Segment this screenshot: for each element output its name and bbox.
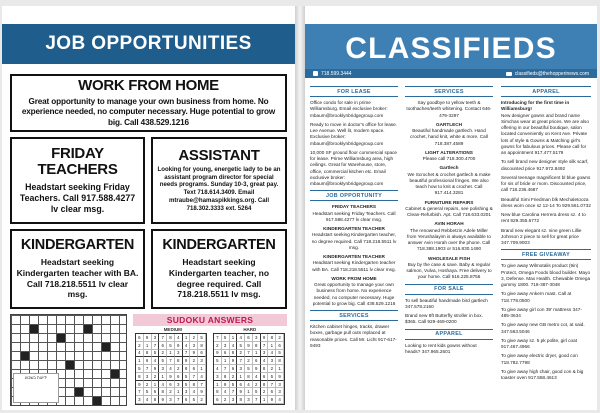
- classified-item: [405, 150, 493, 163]
- classified-item: [310, 254, 398, 273]
- classified-item-body: To give away high chair, good con & big toaster oven 917.558.4613: [501, 368, 584, 380]
- sudoku-cell: 1: [276, 365, 284, 373]
- classified-item-body: The renowned Rebbetzin Adele Miller from Yerushalayim is always available to answer Avin Horah over the phone. Call 718.388.1903 or 516.830.1490: [407, 227, 491, 252]
- sudoku-title: SUDOKU ANSWERS: [133, 314, 287, 326]
- section-heading-services: SERVICES: [405, 86, 493, 97]
- sudoku-cell: 3: [253, 334, 261, 342]
- sudoku-label-hard: HARD: [243, 327, 257, 332]
- sudoku-cell: 1: [144, 342, 152, 350]
- classified-item: [310, 276, 398, 307]
- classified-item-body: To give away girl con 39' mattress 347-485-3634: [501, 306, 582, 318]
- sudoku-grid-medium: [135, 333, 207, 405]
- sudoku-cell: 9: [276, 373, 284, 381]
- sudoku-cell: 7: [167, 357, 175, 365]
- section-heading-job-opportunity: JOB OPPORTUNITY: [310, 190, 398, 201]
- classified-item: [501, 100, 591, 156]
- classified-item-body: Great opportunity to manage your own business from home. No experience needed, no computer necessary. Huge potential to grow big. Call 438.529.1216: [312, 282, 396, 306]
- classified-item: [501, 338, 591, 351]
- classified-item-body: Headstart seeking Kindergarten teacher, no degree required. Call 718.218.5511 lv msg.: [311, 232, 397, 250]
- sudoku-cell: 7: [152, 342, 160, 350]
- sudoku-cell: 6: [214, 396, 222, 404]
- sudoku-cell: 3: [159, 365, 167, 373]
- sudoku-cell: 5: [253, 388, 261, 396]
- sudoku-cell: 5: [276, 350, 284, 358]
- classified-item: [310, 122, 398, 147]
- sudoku-cell: 8: [237, 396, 245, 404]
- classified-item-body: Beautiful handmade gartlech. Hand crochet, hand knit, white & more. Call 718.387.4589: [410, 128, 488, 146]
- classified-item-body: Headstart seeking Friday Teachers. Call 917.588.4277 lv clear msg.: [312, 210, 396, 222]
- sudoku-cell: 9: [230, 357, 238, 365]
- sudoku-cell: 8: [276, 357, 284, 365]
- classified-item-body: 10,000 SF ground floor commercial space for lease. Prime Williamsburg area, high ceilings. Great for Warehouse, store, office, commercial kitchen etc. Email exclusive broker: mbaum@brooklynbridgegroup.com: [310, 149, 398, 186]
- classified-item-body: Headstart seeking Kindergarten teacher with BA. Call 718.218.5511 lv clear msg.: [312, 260, 396, 272]
- classified-item: [310, 226, 398, 251]
- classified-item: [310, 100, 398, 119]
- classified-item: [310, 150, 398, 188]
- classified-item: [501, 197, 591, 210]
- sudoku-cell: 3: [268, 357, 276, 365]
- sudoku-cell: 8: [214, 388, 222, 396]
- classified-item: [501, 175, 591, 194]
- sudoku-cell: 2: [198, 396, 206, 404]
- sudoku-cell: 5: [183, 373, 191, 381]
- classified-item-body: To sell beautiful handmade bird gartlech 347.578.2160: [405, 297, 488, 309]
- contact-phone: 718.599.3444: [321, 70, 352, 77]
- sudoku-cell: 6: [152, 388, 160, 396]
- sudoku-grid-hard: [213, 333, 285, 405]
- sudoku-cell: 8: [268, 334, 276, 342]
- sudoku-cell: 2: [144, 381, 152, 389]
- sudoku-cell: 5: [136, 365, 144, 373]
- sudoku-cell: 1: [152, 381, 160, 389]
- sudoku-cell: 6: [230, 365, 238, 373]
- classified-item-body: Office condo for sale in prime Williamsburg. Email exclusive broker: mbaum@brooklynbridgegroup.com: [310, 100, 388, 118]
- classified-item-body: To sell brand new designer style silk scarf, discounted price 917.972.8492: [501, 159, 589, 171]
- sudoku-cell: 9: [159, 396, 167, 404]
- classified-item: [501, 228, 591, 247]
- contact-bar: [305, 69, 597, 78]
- classifieds-header: [305, 24, 597, 69]
- classified-item-body: To give away Wilmotalis product (9in) Protect, Omega Foods blood builder. Mayo 3, Defense. Max Health. Chewable Omega gummy 1800. 718-387-3048: [501, 263, 591, 287]
- classified-item: [405, 313, 493, 326]
- classified-item: [501, 291, 591, 304]
- ad-heading: KINDERGARTEN: [20, 237, 135, 254]
- sudoku-cell: 4: [152, 357, 160, 365]
- sudoku-cell: 3: [190, 342, 198, 350]
- mail-icon: [506, 72, 512, 76]
- sudoku-cell: 8: [198, 342, 206, 350]
- classified-item-body: New blue Carolina Herrera dress sz. 4 to rent 929.355.6772: [501, 212, 586, 224]
- classified-item: [501, 212, 591, 225]
- classified-item: [405, 221, 493, 252]
- sudoku-cell: 9: [136, 381, 144, 389]
- sudoku-cell: 4: [183, 342, 191, 350]
- classified-item: [310, 204, 398, 223]
- classified-item: [405, 122, 493, 147]
- sudoku-cell: 2: [253, 381, 261, 389]
- ad-body: Headstart seeking Kindergarten teacher, no degree required. Call 718.218.5511 lv msg.: [168, 257, 270, 300]
- sudoku-cell: 6: [245, 334, 253, 342]
- classifieds-column-2: [405, 84, 493, 410]
- sudoku-cell: 1: [198, 365, 206, 373]
- sudoku-cell: 8: [136, 373, 144, 381]
- sudoku-cell: 9: [245, 342, 253, 350]
- classifieds-column-3: [501, 84, 591, 410]
- ad-heading: KINDERGARTEN: [162, 237, 276, 254]
- sudoku-cell: 7: [245, 350, 253, 358]
- sudoku-cell: 7: [183, 350, 191, 358]
- sudoku-cell: 4: [198, 373, 206, 381]
- page-title: JOB OPPORTUNITIES: [2, 24, 295, 64]
- sudoku-cell: 3: [167, 396, 175, 404]
- sudoku-cell: 1: [261, 396, 269, 404]
- sudoku-cell: 6: [144, 357, 152, 365]
- classified-item-body: Kitchen cabinet hinges, tracks, drawer boxes, garbage pull outs replaced at reasonable prices. Call Mr. Licht 917-617-9493: [310, 324, 397, 348]
- sudoku-cell: 4: [245, 381, 253, 389]
- sudoku-cell: 8: [167, 334, 175, 342]
- sudoku-cell: 8: [159, 388, 167, 396]
- sudoku-cell: 7: [136, 388, 144, 396]
- sudoku-cell: 1: [183, 334, 191, 342]
- sudoku-cell: 8: [253, 342, 261, 350]
- sudoku-cell: 7: [268, 381, 276, 389]
- sudoku-cell: 8: [261, 365, 269, 373]
- sudoku-cell: 6: [183, 396, 191, 404]
- sudoku-cell: 2: [230, 373, 238, 381]
- sudoku-cell: 2: [152, 373, 160, 381]
- sudoku-cell: 4: [237, 334, 245, 342]
- classified-item-body: We Scrochet & crochet gartlech & make beautiful professional fringes. We also teach how to knit & crochet. Call 917.414.3281: [407, 171, 491, 196]
- sudoku-cell: 5: [198, 334, 206, 342]
- sudoku-cell: 2: [268, 365, 276, 373]
- sudoku-cell: 4: [175, 334, 183, 342]
- ad-body: Headstart seeking Kindergarten teacher with BA. Call 718.218.5511 lv clear msg.: [16, 257, 139, 300]
- classified-item: [405, 343, 493, 356]
- sudoku-cell: 4: [159, 381, 167, 389]
- sudoku-cell: 2: [245, 357, 253, 365]
- sudoku-cell: 3: [183, 388, 191, 396]
- sudoku-cell: 2: [237, 350, 245, 358]
- classified-item-body: Say goodbye to yellow teeth & toothaches/teeth whitening. Contact 646-479-3297: [406, 100, 492, 118]
- ad-work-from-home: [10, 74, 287, 132]
- sudoku-cell: 2: [190, 334, 198, 342]
- sudoku-cell: 5: [222, 334, 230, 342]
- sudoku-cell: 5: [159, 357, 167, 365]
- classified-item-body: To give away sz. 5 pk polite, girl coat 917.467.4966: [501, 337, 578, 349]
- sudoku-cell: 8: [245, 373, 253, 381]
- sudoku-cell: 1: [268, 342, 276, 350]
- section-heading-free-giveaway: FREE GIVEAWAY: [501, 249, 591, 260]
- sudoku-cell: 7: [253, 396, 261, 404]
- sudoku-cell: 1: [136, 357, 144, 365]
- sudoku-cell: 8: [190, 381, 198, 389]
- sudoku-cell: 9: [183, 357, 191, 365]
- classified-item: [310, 324, 398, 349]
- classified-item-title: KINDERGARTEN TEACHER: [323, 254, 385, 259]
- classified-item-body: Brand new 8ft Butterfly stroller in box. $365. Call 929-469-0200: [405, 313, 483, 325]
- sudoku-cell: 3: [175, 350, 183, 358]
- sudoku-cell: 6: [175, 373, 183, 381]
- sudoku-cell: 5: [237, 342, 245, 350]
- sudoku-cell: 6: [167, 381, 175, 389]
- ad-kindergarten-no-degree: [151, 229, 287, 309]
- sudoku-cell: 5: [144, 388, 152, 396]
- sudoku-cell: 6: [222, 350, 230, 358]
- sudoku-cell: 8: [144, 350, 152, 358]
- sudoku-cell: 8: [222, 373, 230, 381]
- ad-heading: ASSISTANT: [178, 146, 260, 164]
- classified-item-title: FRIDAY TEACHERS: [331, 204, 377, 210]
- sudoku-cell: 3: [276, 388, 284, 396]
- sudoku-cell: 2: [175, 365, 183, 373]
- classified-item: [501, 263, 591, 288]
- sudoku-label-medium: MEDIUM: [163, 327, 182, 332]
- ad-assistant: [151, 137, 287, 224]
- sudoku-cell: 2: [167, 388, 175, 396]
- sudoku-cell: 7: [214, 334, 222, 342]
- classified-item: [501, 353, 591, 366]
- sudoku-cell: 4: [230, 342, 238, 350]
- classified-item-body: Please call 718.300.4700: [422, 156, 476, 161]
- sudoku-cell: 7: [198, 381, 206, 389]
- sudoku-cell: 5: [245, 365, 253, 373]
- sudoku-cell: 7: [190, 373, 198, 381]
- sudoku-cell: 9: [268, 396, 276, 404]
- sudoku-cell: 3: [152, 334, 160, 342]
- sudoku-cell: 3: [175, 381, 183, 389]
- sudoku-cell: 9: [167, 373, 175, 381]
- sudoku-cell: 7: [261, 342, 269, 350]
- classified-item: [405, 298, 493, 311]
- sudoku-cell: 6: [276, 342, 284, 350]
- job-opportunities-page: [2, 6, 295, 410]
- sudoku-cell: 4: [268, 350, 276, 358]
- classified-item-body: To give away new GB metro cot, at said. 347.563.5046: [501, 322, 585, 334]
- sudoku-cell: 1: [214, 381, 222, 389]
- classified-item: [405, 100, 493, 119]
- classified-item-title: GARTLECH: [435, 121, 463, 127]
- phone-icon: [313, 71, 318, 76]
- sudoku-cell: 7: [222, 365, 230, 373]
- classified-item-title: Introducing for the first time in Williamsburg!: [501, 100, 570, 112]
- sudoku-cell: 6: [190, 365, 198, 373]
- sudoku-cell: 2: [214, 342, 222, 350]
- classified-item-body: Cabinet & general repairs, see polishing & Clean-Refurbish. Apt. Call 718.633.0201: [405, 205, 493, 217]
- classified-item-title: WHOLESALE FISH: [428, 255, 470, 261]
- sudoku-cell: 1: [175, 388, 183, 396]
- sudoku-cell: 9: [222, 381, 230, 389]
- sudoku-cell: 8: [261, 381, 269, 389]
- sudoku-cell: 8: [183, 365, 191, 373]
- sudoku-cell: 6: [136, 334, 144, 342]
- page-gutter: [295, 6, 305, 410]
- classified-item-body: To give away Ankern mast. Call at 718.778.0500: [501, 291, 572, 303]
- sudoku-cell: 1: [237, 373, 245, 381]
- sudoku-cell: 4: [144, 396, 152, 404]
- sudoku-cell: 3: [276, 381, 284, 389]
- sudoku-cell: 9: [152, 365, 160, 373]
- classified-item: [501, 307, 591, 320]
- sudoku-cell: 3: [136, 396, 144, 404]
- sudoku-cell: 6: [159, 342, 167, 350]
- ad-kindergarten-ba: [10, 229, 145, 309]
- contact-email: classifieds@thehopperinews.com: [514, 70, 589, 77]
- section-heading-for-lease: FOR LEASE: [310, 86, 398, 97]
- sudoku-cell: 9: [144, 334, 152, 342]
- classified-item-title: LIGHT ALTERATIONS: [425, 149, 473, 155]
- sudoku-cell: 4: [167, 365, 175, 373]
- sudoku-cell: 4: [190, 388, 198, 396]
- sudoku-cell: 5: [190, 396, 198, 404]
- classified-item: [405, 165, 493, 196]
- classified-item-title: FURNITURE REPAIRS: [424, 199, 474, 205]
- sudoku-cell: 7: [237, 357, 245, 365]
- sudoku-cell: 6: [237, 381, 245, 389]
- section-heading-services: SERVICES: [310, 310, 398, 321]
- sudoku-cell: 3: [261, 350, 269, 358]
- classified-item-body: Brand new elegant sz. nine green Lillie Johnson 2 piece to sell for great price 347.709.9003: [501, 227, 582, 245]
- section-heading-for-sale: FOR SALE: [405, 284, 493, 295]
- classified-item: [405, 200, 493, 219]
- sudoku-cell: 5: [152, 350, 160, 358]
- sudoku-cell: 3: [230, 396, 238, 404]
- classifieds-page: [305, 6, 597, 410]
- sudoku-cell: 3: [144, 373, 152, 381]
- classified-item-body: Ready to move in doctor's office for lease. Lee Avenue. Well lit, modern space. Exclusive broker: mbaum@brooklynbridgegroup.com: [310, 121, 398, 146]
- ad-heading: WORK FROM HOME: [78, 77, 219, 95]
- sudoku-cell: 3: [222, 342, 230, 350]
- classified-item-body: New designer gowns and brand name Simchas wear at great prices. We are also offering in our beautiful boutique, salon located conveniently on Kent Ave. Private lots of style & Gowns & Matching girl's gowns for fabulous prices. Please call for an appointment 917.477.5179: [501, 112, 589, 155]
- crossword-answers-grid: [10, 314, 127, 406]
- classified-item-body: Buy by the case & save. Baby & regular salmon, Vulva, Hoshaya. Free delivery to your home. Call 516.225.8756: [406, 261, 492, 280]
- sudoku-cell: 1: [230, 334, 238, 342]
- sudoku-cell: 2: [222, 396, 230, 404]
- sudoku-cell: 2: [261, 388, 269, 396]
- sudoku-cell: 7: [230, 388, 238, 396]
- sudoku-cell: 1: [222, 357, 230, 365]
- sudoku-cell: 2: [190, 357, 198, 365]
- sudoku-cell: 7: [175, 396, 183, 404]
- sudoku-cell: 9: [261, 334, 269, 342]
- classified-item-body: To give away electric dryer, good con 718.782.7798: [501, 353, 578, 365]
- sudoku-cell: 9: [190, 350, 198, 358]
- sudoku-cell: 9: [253, 365, 261, 373]
- sudoku-cell: 4: [214, 365, 222, 373]
- sudoku-cell: 3: [245, 396, 253, 404]
- sudoku-cell: 3: [198, 357, 206, 365]
- section-heading-apparel: APPAREL: [501, 86, 591, 97]
- sudoku-cell: 5: [183, 381, 191, 389]
- sudoku-cell: 5: [214, 357, 222, 365]
- crossword-promo: ידיעות בשבוע: [13, 373, 59, 403]
- sudoku-cell: 8: [152, 396, 160, 404]
- ad-body: Headstart seeking Friday Teachers. Call 917.588.4277 lv clear msg.: [19, 181, 136, 214]
- sudoku-cell: 5: [268, 373, 276, 381]
- classified-item-title: WORK FROM HOME: [331, 275, 377, 281]
- classified-item: [405, 256, 493, 281]
- ad-body: Great opportunity to manage your own business from home. No experience needed, no computer necessary. Huge potential to grow big. Call 438.529.1216: [21, 97, 276, 127]
- sudoku-cell: 8: [175, 357, 183, 365]
- sudoku-cell: 5: [167, 342, 175, 350]
- sudoku-cell: 4: [253, 373, 261, 381]
- sudoku-cell: 4: [261, 357, 269, 365]
- sudoku-cell: 2: [276, 334, 284, 342]
- sudoku-cell: 2: [136, 342, 144, 350]
- sudoku-cell: 2: [159, 350, 167, 358]
- classified-item: [501, 369, 591, 382]
- sudoku-cell: 4: [276, 396, 284, 404]
- classified-item: [501, 322, 591, 335]
- classified-item-body: Looking to rent kids gowns without heads? 347.965.2601: [405, 342, 477, 354]
- sudoku-cell: 3: [237, 365, 245, 373]
- ad-friday-teachers: [10, 137, 145, 224]
- sudoku-cell: 6: [268, 388, 276, 396]
- classified-item-body: Beautiful Simi Friedman blk Mechaletooza dress worn once sz 12-14 To 929.561.0732: [501, 196, 591, 208]
- sudoku-cell: 3: [214, 373, 222, 381]
- page-title: CLASSIFIEDS: [345, 32, 557, 65]
- classifieds-column-1: [310, 84, 398, 410]
- sudoku-answers: [133, 314, 287, 406]
- section-heading-apparel: APPAREL: [405, 329, 493, 340]
- sudoku-cell: 8: [230, 350, 238, 358]
- sudoku-cell: 9: [198, 388, 206, 396]
- sudoku-cell: 4: [222, 388, 230, 396]
- sudoku-cell: 9: [237, 388, 245, 396]
- classified-item-title: Gartlech: [439, 165, 459, 171]
- sudoku-cell: 7: [159, 334, 167, 342]
- classified-item-title: AVIN HORAH: [434, 221, 464, 227]
- ad-heading: FRIDAY TEACHERS: [37, 145, 118, 179]
- sudoku-cell: 9: [214, 350, 222, 358]
- classified-item-title: KINDERGARTEN TEACHER: [323, 226, 385, 231]
- sudoku-cell: 7: [144, 365, 152, 373]
- sudoku-cell: 1: [159, 373, 167, 381]
- classified-item-body: Several teenage magnificent bl blue gowns for sis of bride or mom. Discounted price, call 718.236.4687: [501, 174, 591, 193]
- classified-item: [501, 159, 591, 172]
- sudoku-cell: 6: [253, 357, 261, 365]
- sudoku-cell: 1: [245, 388, 253, 396]
- sudoku-cell: 1: [253, 350, 261, 358]
- sudoku-cell: 5: [230, 381, 238, 389]
- sudoku-cell: 9: [175, 342, 183, 350]
- sudoku-cell: 6: [261, 373, 269, 381]
- sudoku-cell: 6: [198, 350, 206, 358]
- sudoku-cell: 1: [167, 350, 175, 358]
- ad-body: Looking for young, energetic lady to be an assistant program director for special needs programs. Sunday 10-3, great pay. Text 718.614.3409. Email mtraube@hamaspikkings.org. Call 718.302.3333 ext. 5264: [157, 165, 281, 213]
- sudoku-cell: 4: [136, 350, 144, 358]
